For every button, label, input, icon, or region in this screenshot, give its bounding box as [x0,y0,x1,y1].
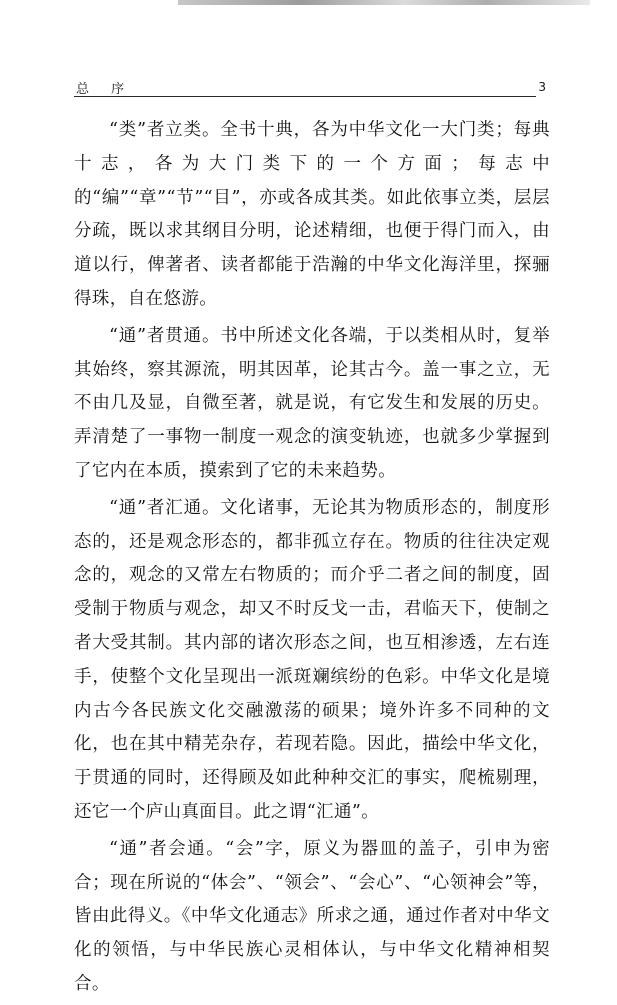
paragraph-lei: “类”者立类。全书十典，各为中华文化一大门类；每典十志，各为大门类下的一个方面；每志中的“编”“章”“节”“目”，亦或各成其类。如此依事立类，层层分疏，既以求其纲目分明，论述精细，也便于得门而入，由道以行，俾著者、读者都能于浩瀚的中华文化海洋里，探骊得珠，自在悠游。 [74,120,550,309]
running-header [74,78,544,98]
header-rule [74,96,536,97]
page-number: 3 [538,80,546,94]
paragraph-huitong-meet: “通”者会通。“会”字，原义为器皿的盖子，引申为密合；现在所说的“体会”、“领会”、“会心”、“心领神会”等，皆由此得义。《中华文化通志》所求之通，通过作者对中华文化的领悟，与中华民族心灵相体认，与中华文化精神相契合。 [74,838,550,994]
body-text [74,114,550,1005]
section-title: 总 序 [76,82,134,97]
paragraph-huitong: “通”者汇通。文化诸事，无论其为物质形态的，制度形态的，还是观念形态的，都非孤立存在。物质的往往决定观念的，观念的又常左右物质的；而介乎二者之间的制度，固受制于物质与观念，却又不时反戈一击，君临天下，使制之者大受其制。其内部的诸次形态之间，也互相渗透，左右连手，使整个文化呈现出一派斑斓缤纷的色彩。中华文化是境内古今各民族文化交融激荡的硕果；境外许多不同种的文化，也在其中精芜杂存，若现若隐。因此，描绘中华文化，于贯通的同时，还得顾及如此种种交汇的事实，爬梳剔理，还它一个庐山真面目。此之谓“汇通”。 [74,497,550,822]
paragraph-guantong: “通”者贯通。书中所述文化各端，于以类相从时，复举其始终，察其源流，明其因革，论其古今。盖一事之立，无不由几及显，自微至著，就是说，有它发生和发展的历史。弄清楚了一事物一制度一观念的演变轨迹，也就多少掌握到了它内在本质，摸索到了它的未来趋势。 [74,325,550,481]
scan-edge-artifact [178,0,590,5]
